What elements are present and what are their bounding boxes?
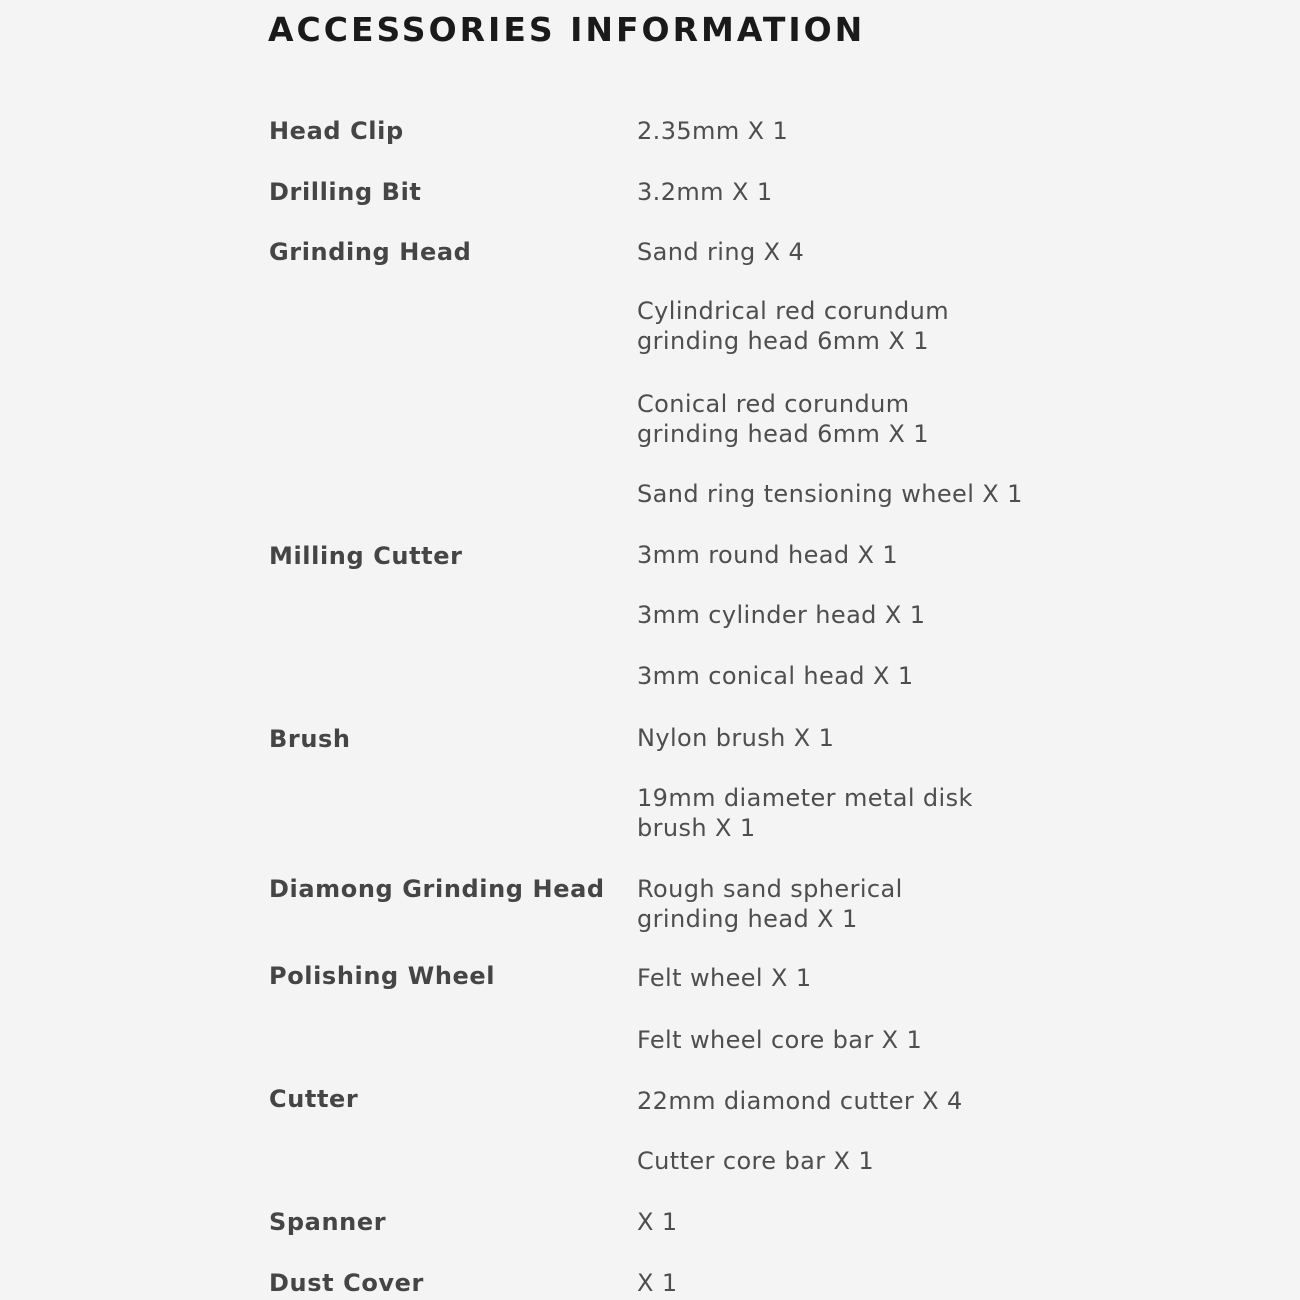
accessory-label-diamong-grinding-head: Diamong Grinding Head — [269, 875, 605, 903]
accessory-label-polishing-wheel: Polishing Wheel — [269, 962, 496, 990]
accessory-value: 2.35mm X 1 — [637, 117, 789, 145]
accessory-value: 3mm round head X 1 — [637, 541, 899, 569]
accessory-value: 22mm diamond cutter X 4 — [637, 1087, 963, 1115]
accessory-value: 19mm diameter metal disk brush X 1 — [637, 784, 973, 842]
accessory-value: 3.2mm X 1 — [637, 178, 773, 206]
accessory-label-brush: Brush — [269, 725, 351, 753]
accessory-value: 3mm conical head X 1 — [637, 662, 914, 690]
accessory-label-drilling-bit: Drilling Bit — [269, 178, 422, 206]
accessory-label-dust-cover: Dust Cover — [269, 1269, 424, 1297]
accessory-label-cutter: Cutter — [269, 1085, 359, 1113]
accessory-label-spanner: Spanner — [269, 1208, 387, 1236]
accessory-value: X 1 — [637, 1269, 678, 1297]
accessory-label-head-clip: Head Clip — [269, 117, 404, 145]
accessory-value: X 1 — [637, 1208, 678, 1236]
page-title: ACCESSORIES INFORMATION — [268, 10, 866, 49]
accessory-value: Felt wheel X 1 — [637, 964, 812, 992]
accessory-value: Cylindrical red corundum grinding head 6mm X 1 — [637, 297, 950, 355]
accessory-label-milling-cutter: Milling Cutter — [269, 542, 463, 570]
accessory-value: Sand ring tensioning wheel X 1 — [637, 480, 1023, 508]
accessory-label-grinding-head: Grinding Head — [269, 238, 472, 266]
accessory-value: Cutter core bar X 1 — [637, 1147, 875, 1175]
accessory-value: Rough sand spherical grinding head X 1 — [637, 875, 903, 933]
accessory-value: Conical red corundum grinding head 6mm X 1 — [637, 390, 929, 448]
accessory-value: 3mm cylinder head X 1 — [637, 601, 926, 629]
accessory-value: Sand ring X 4 — [637, 238, 805, 266]
accessory-value: Nylon brush X 1 — [637, 724, 835, 752]
accessory-value: Felt wheel core bar X 1 — [637, 1026, 923, 1054]
